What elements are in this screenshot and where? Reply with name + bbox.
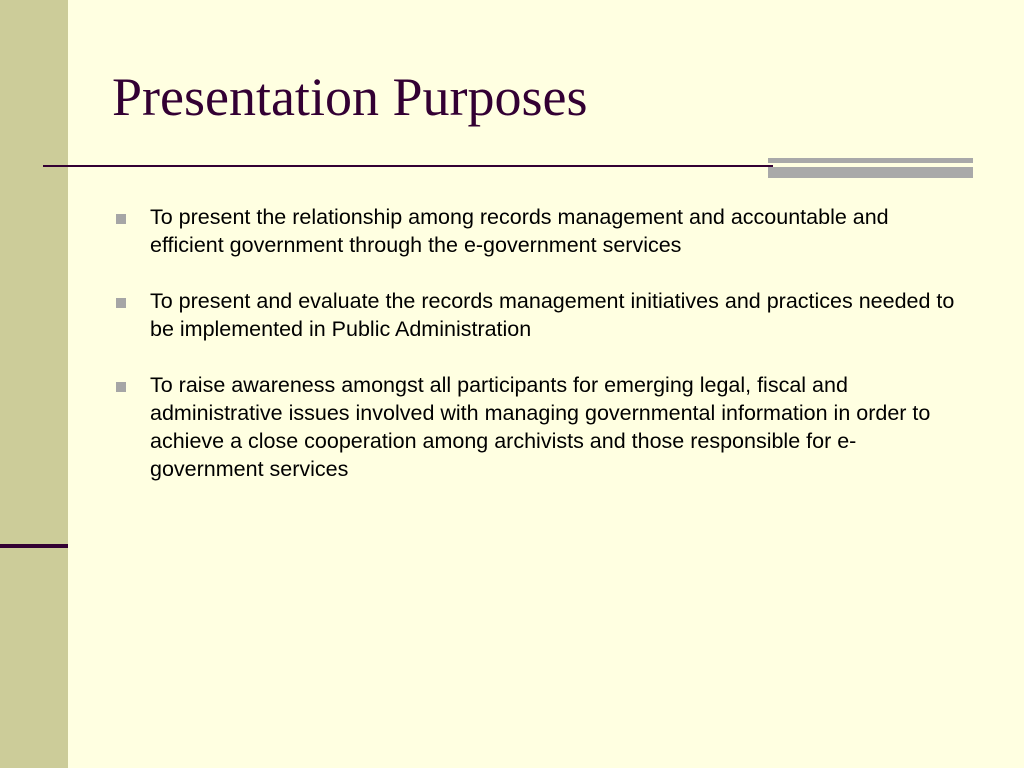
slide-title: Presentation Purposes (112, 67, 588, 127)
left-decorative-band (0, 0, 68, 768)
bullet-item (112, 371, 962, 483)
square-bullet-icon (116, 298, 126, 308)
bullet-text: To raise awareness amongst all participants for emerging legal, fiscal and administrative issues involved with managing governmental information in order to achieve a close cooperation among archivists and those responsible for e-government services (150, 373, 931, 481)
bullet-item (112, 203, 962, 259)
bullet-text: To present and evaluate the records management initiatives and practices needed to be implemented in Public Administration (150, 289, 955, 341)
bullet-text: To present the relationship among records management and accountable and efficient government through the e-government services (150, 205, 889, 257)
accent-stripe-bottom (768, 167, 973, 178)
square-bullet-icon (116, 214, 126, 224)
accent-stripe-top (768, 158, 973, 163)
left-band-accent-bar (0, 544, 68, 548)
bullet-list (112, 203, 962, 511)
title-underline-rule (43, 165, 773, 167)
bullet-item (112, 287, 962, 343)
square-bullet-icon (116, 382, 126, 392)
title-accent-stripes (768, 158, 973, 178)
